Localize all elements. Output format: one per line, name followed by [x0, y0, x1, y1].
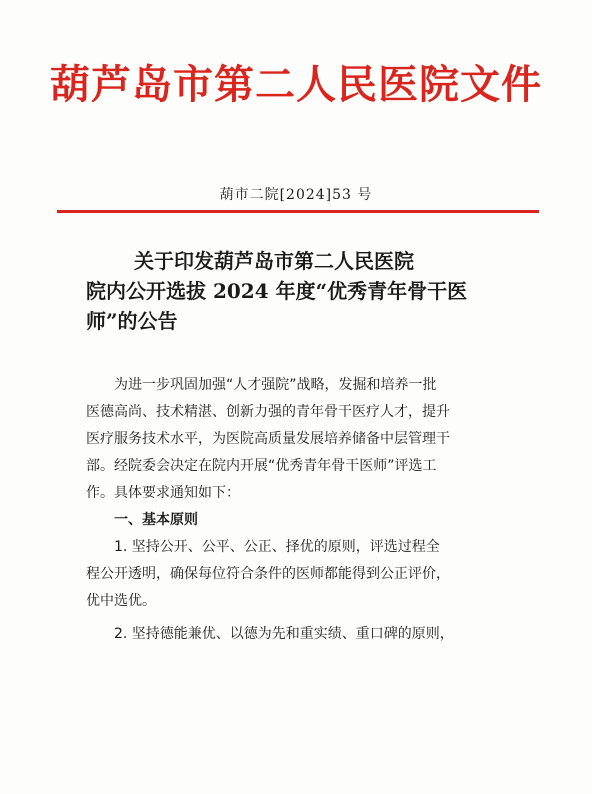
- letterhead-title: 葫芦岛市第二人民医院文件: [50, 61, 542, 108]
- body-line: 作。具体要求通知如下：: [86, 485, 240, 501]
- body-line: 部。经院委会决定在院内开展“优秀青年骨干医师”评选工: [86, 458, 437, 474]
- body-line: 医德高尚、技术精湛、创新力强的青年骨干医疗人才，提升: [86, 404, 450, 420]
- section-heading: 一、基本原则: [114, 512, 198, 528]
- notice-body: [86, 372, 566, 648]
- notice-title-line: 师”的公告: [86, 309, 178, 333]
- body-line: 优中选优。: [86, 593, 156, 609]
- body-line: 为进一步巩固加强“人才强院”战略，发掘和培养一批: [114, 377, 437, 393]
- body-line: 医疗服务技术水平，为医院高质量发展培养储备中层管理干: [86, 431, 450, 447]
- body-line: 1. 坚持公开、公平、公正、择优的原则，评选过程全: [114, 539, 440, 555]
- document-number: 葫市二院[2024]53 号: [219, 187, 373, 203]
- notice-title: [0, 246, 592, 336]
- body-line: 程公开透明，确保每位符合条件的医师都能得到公正评价，: [86, 566, 450, 582]
- body-line: 2. 坚持德能兼优、以德为先和重实绩、重口碑的原则，: [114, 626, 454, 642]
- notice-title-line: 院内公开选拔 2024 年度“优秀青年骨干医: [86, 279, 468, 303]
- letterhead-red-rule: [57, 210, 539, 213]
- notice-title-line: 关于印发葫芦岛市第二人民医院: [134, 249, 414, 273]
